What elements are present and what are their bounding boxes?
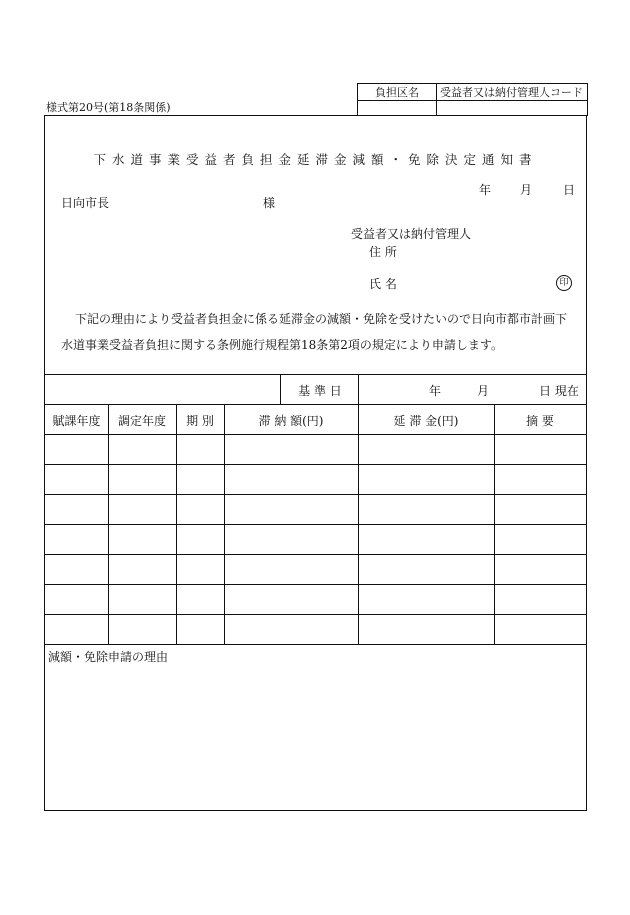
table-header-top-rule <box>45 404 586 405</box>
addressee-name: 日向市長 <box>61 196 110 210</box>
reason-label: 減額・免除申請の理由 <box>48 650 169 664</box>
form-frame <box>44 115 587 811</box>
seal-icon: 印 <box>556 275 572 291</box>
reason-text-area[interactable] <box>45 664 586 804</box>
base-date-top-rule <box>45 374 586 375</box>
date-year-label: 年 <box>479 183 492 197</box>
table-bottom-rule <box>45 644 586 645</box>
document-title: 下水道事業受益者負担金延滞金減額・免除決定通知書 <box>93 152 538 167</box>
table-row[interactable] <box>45 584 586 585</box>
request-body-text: 下記の理由により受益者負担金に係る延滞金の減額・免除を受けたいので日向市都市計画下水道事業受益者負担に関する条例施行規程第18条第2項の規定により申請します。 <box>61 312 568 352</box>
base-date-divider-right <box>358 374 359 404</box>
base-date-year: 年 <box>429 384 442 398</box>
header-assessment-year: 賦課年度 <box>52 414 101 428</box>
payer-code-value-cell[interactable] <box>437 101 588 116</box>
header-late-fee: 延 滞 金(円) <box>393 414 459 428</box>
district-header: 負担区名 <box>358 84 437 101</box>
district-value-cell[interactable] <box>358 101 437 116</box>
table-row[interactable] <box>45 554 586 555</box>
table-row[interactable] <box>45 494 586 495</box>
base-date-month: 月 <box>477 384 490 398</box>
applicant-heading: 受益者又は納付管理人 <box>351 227 472 241</box>
table-row[interactable] <box>45 614 586 615</box>
applicant-name-label: 氏 名 <box>369 277 397 291</box>
header-arrears-amount: 滞 納 額(円) <box>258 414 324 428</box>
header-adjustment-year: 調定年度 <box>117 414 166 428</box>
base-date-divider-left <box>280 374 281 404</box>
header-remarks: 摘 要 <box>526 414 554 428</box>
addressee-honorific: 様 <box>263 196 276 210</box>
base-date-label: 基 準 日 <box>298 384 342 398</box>
date-day-label: 日 <box>563 183 576 197</box>
table-row[interactable] <box>45 464 586 465</box>
applicant-address-label: 住 所 <box>369 245 397 259</box>
payer-code-header: 受益者又は納付管理人コード <box>437 84 588 101</box>
table-row[interactable] <box>45 524 586 525</box>
date-month-label: 月 <box>520 183 533 197</box>
table-header-bottom-rule <box>45 434 586 435</box>
base-date-day-now: 日 現在 <box>539 384 579 398</box>
form-number-label: 様式第20号(第18条関係) <box>46 101 171 114</box>
header-period: 期 別 <box>186 414 214 428</box>
code-box <box>357 83 588 116</box>
